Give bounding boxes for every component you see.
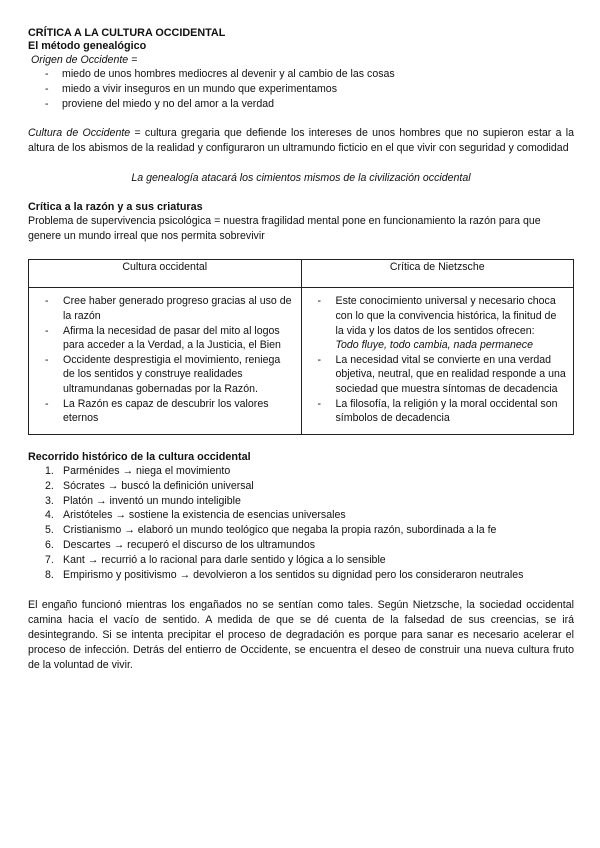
origin-label: Origen de Occidente [31, 54, 129, 66]
western-culture-cell [29, 288, 302, 434]
list-item: - Occidente desprestigia el movimiento, reniega de los sentidos y construye realidades ultramundanas gobernadas por la Razón. [45, 353, 295, 397]
item-text: Empirismo y positivismo → devolvieron a los sentidos su dignidad pero los consideraron neutrales [63, 569, 524, 582]
closing-paragraph: El engaño funcionó mientras los engañados no se sentían como tales. Según Nietzsche, la sociedad occidental camina hacia el vacío de sentido. A medida de que se dé cuenta de la falsedad de sus creencias, se irá desintegrando. Si se intenta precipitar el proceso de degradación es porque para sanar es necesario acelerar el proceso de infección. Detrás del entierro de Occidente, se encuentra el deseo de construir una nueva cultura fruto de la voluntad de vivir. [28, 598, 574, 671]
problem-paragraph: Problema de supervivencia psicológica = nuestra fragilidad mental pone en funcionamiento la razón para que genere un mundo irreal que nos permita sobrevivir [28, 215, 541, 243]
list-item [45, 508, 574, 523]
list-item [45, 553, 574, 568]
document-title: CRÍTICA A LA CULTURA OCCIDENTAL [28, 27, 226, 39]
item-text: Platón → inventó un mundo inteligible [63, 494, 241, 507]
origin-equals: = [128, 54, 138, 66]
list-item: - proviene del miedo y no del amor a la verdad [45, 97, 574, 112]
item-number: 8. [45, 569, 54, 582]
table-header-nietzsche-critique: Crítica de Nietzsche [301, 260, 574, 288]
list-item: - Cree haber generado progreso gracias al uso de la razón [45, 294, 295, 323]
culture-paragraph [28, 126, 574, 156]
list-item: - miedo a vivir inseguros en un mundo que experimentamos [45, 82, 574, 97]
item-text: Parménides → niega el movimiento [63, 464, 231, 477]
item-text: Cristianismo → elaboró un mundo teológico que negaba la propia razón, subordinada a la fe [63, 524, 497, 537]
nietzsche-critique-list [308, 294, 568, 425]
item-text: Descartes → recuperó el discurso de los ultramundos [63, 539, 316, 552]
list-item: - La filosofía, la religión y la moral occidental son símbolos de decadencia [318, 397, 568, 426]
section-heading-historical-tour: Recorrido histórico de la cultura occidental [28, 450, 251, 463]
critique-quote: Todo fluye, todo cambia, nada permanece [335, 339, 533, 352]
item-text: Kant → recurrió a lo racional para darle sentido y lógica a lo sensible [63, 554, 386, 567]
list-item [45, 479, 574, 494]
origin-line [31, 53, 574, 67]
section-heading-critique-reason: Crítica a la razón y a sus criaturas [28, 201, 203, 214]
historical-list [28, 464, 574, 583]
item-number: 2. [45, 479, 54, 492]
list-item: - Afirma la necesidad de pasar del mito al logos para acceder a la Verdad, a la Justicia, el Bien [45, 324, 295, 353]
critique-text: Este conocimiento universal y necesario choca con lo que la convivencia histórica, la finitud de la vida y los datos de los sentidos ofrecen: [335, 295, 557, 337]
genealogy-quote: La genealogía atacará los cimientos mismos de la civilización occidental [131, 172, 471, 185]
culture-label: Cultura de Occidente [28, 127, 131, 140]
item-number: 6. [45, 539, 54, 552]
table-header-western-culture: Cultura occidental [29, 260, 302, 288]
comparison-table [28, 259, 574, 434]
origin-list [28, 67, 574, 111]
list-item [45, 464, 574, 479]
item-text: Aristóteles → sostiene la existencia de esencias universales [63, 509, 346, 522]
list-item [45, 523, 574, 538]
item-number: 3. [45, 494, 54, 507]
list-item [318, 294, 568, 352]
document-page [28, 27, 574, 673]
item-text: Sócrates → buscó la definición universal [63, 479, 254, 492]
item-number: 7. [45, 554, 54, 567]
nietzsche-critique-cell [301, 288, 574, 434]
list-item: - La Razón es capaz de descubrir los valores eternos [45, 397, 295, 426]
list-item [45, 494, 574, 509]
culture-text: = cultura gregaria que defiende los intereses de unos hombres que no supieron estar a la altura de los abismos de la realidad y configuraron un ultramundo ficticio en el que vivir con seguridad y comodidad [28, 127, 574, 155]
item-number: 4. [45, 509, 54, 522]
list-item [45, 568, 574, 583]
item-number: 5. [45, 524, 54, 537]
list-item [45, 538, 574, 553]
list-item: - miedo de unos hombres mediocres al devenir y al cambio de las cosas [45, 67, 574, 82]
item-number: 1. [45, 464, 54, 477]
western-culture-list [35, 294, 295, 425]
list-item: - La necesidad vital se convierte en una verdad objetiva, neutral, que en realidad responde a una sociedad que muestra síntomas de decadencia [318, 353, 568, 397]
section-heading-genealogical-method: El método genealógico [28, 40, 147, 52]
